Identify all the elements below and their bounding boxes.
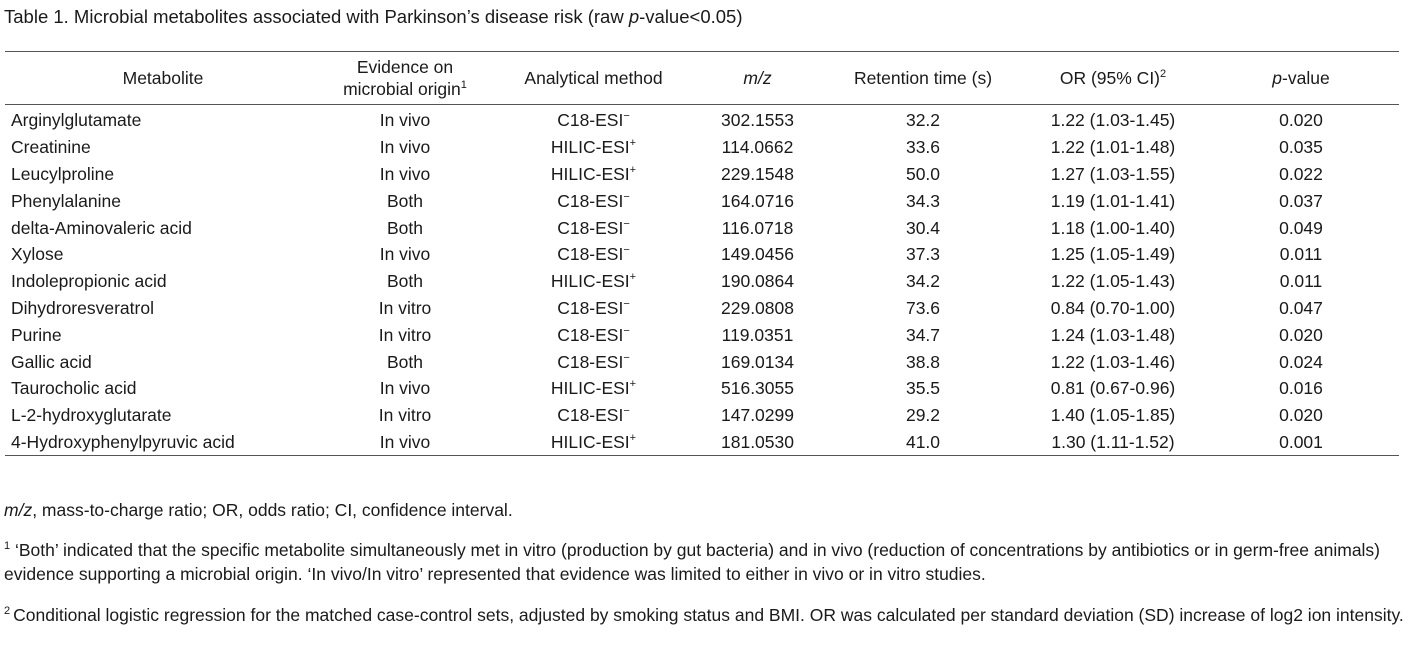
cell-retention-time: 30.4 bbox=[905, 217, 941, 238]
cell-retention-time: 34.7 bbox=[905, 324, 941, 345]
cell-or: 1.18 (1.00-1.40) bbox=[1050, 217, 1176, 238]
abbrev-mz: m/z bbox=[4, 500, 33, 520]
ion-mode-marker: − bbox=[623, 351, 630, 364]
ion-mode-marker: − bbox=[623, 190, 630, 203]
cell-retention-time: 33.6 bbox=[905, 137, 941, 158]
method-label: C18-ESI bbox=[557, 297, 624, 318]
cell-or: 1.27 (1.03-1.55) bbox=[1050, 163, 1176, 184]
cell-method bbox=[495, 295, 692, 322]
table-row bbox=[5, 268, 1399, 295]
cell-or: 1.19 (1.01-1.41) bbox=[1050, 190, 1176, 211]
cell-retention-time: 34.3 bbox=[905, 190, 941, 211]
method-label: HILIC-ESI bbox=[550, 431, 630, 452]
ion-mode-marker: − bbox=[623, 110, 630, 123]
header-retention-time: Retention time (s) bbox=[853, 68, 993, 88]
footnote-ref-2: 2 bbox=[1160, 68, 1167, 81]
ion-mode-marker: + bbox=[629, 137, 637, 150]
cell-method bbox=[495, 375, 692, 402]
cell-metabolite: Purine bbox=[11, 324, 62, 345]
cell-method bbox=[495, 402, 692, 429]
cell-evidence: Both bbox=[387, 217, 423, 238]
method-label: C18-ESI bbox=[557, 405, 624, 426]
cell-p-value: 0.011 bbox=[1279, 271, 1323, 292]
cell-metabolite: Xylose bbox=[11, 244, 64, 265]
ion-mode-marker: − bbox=[623, 324, 630, 337]
cell-mz: 147.0299 bbox=[721, 405, 794, 426]
cell-or: 0.84 (0.70-1.00) bbox=[1050, 297, 1176, 318]
footnote-1-marker: 1 bbox=[4, 540, 11, 553]
cell-or: 0.81 (0.67-0.96) bbox=[1050, 378, 1176, 399]
table-header bbox=[5, 52, 1399, 105]
method-label: HILIC-ESI bbox=[550, 271, 630, 292]
cell-method bbox=[495, 214, 692, 241]
ion-mode-marker: − bbox=[623, 405, 630, 418]
cell-metabolite: Indolepropionic acid bbox=[11, 271, 167, 292]
cell-retention-time: 41.0 bbox=[905, 431, 941, 452]
table-row bbox=[5, 105, 1399, 134]
method-label: C18-ESI bbox=[557, 351, 624, 372]
cell-mz: 169.0134 bbox=[721, 351, 794, 372]
cell-metabolite: Taurocholic acid bbox=[11, 378, 137, 399]
cell-mz: 516.3055 bbox=[721, 378, 794, 399]
cell-metabolite: Gallic acid bbox=[11, 351, 92, 372]
table-row bbox=[5, 429, 1399, 456]
cell-or: 1.24 (1.03-1.48) bbox=[1050, 324, 1176, 345]
cell-metabolite: delta-Aminovaleric acid bbox=[11, 217, 192, 238]
cell-metabolite: Dihydroresveratrol bbox=[11, 297, 154, 318]
caption-italic-p: p bbox=[628, 6, 640, 27]
method-label: HILIC-ESI bbox=[550, 378, 630, 399]
abbreviations-note bbox=[4, 498, 513, 522]
cell-retention-time: 29.2 bbox=[905, 405, 941, 426]
footnote-2 bbox=[4, 603, 1409, 627]
footnote-1-text: ‘Both’ indicated that the specific metabolite simultaneously met in vitro (production by gut bacteria) and in vivo (reduction of concentrations by antibiotics or in germ-free animals) evidence supporting a microbial origin. ‘In vivo/In vitro’ represented that evidence was limited to either in vivo or in vitro studies. bbox=[4, 540, 1381, 584]
cell-evidence: In vivo bbox=[379, 244, 431, 265]
table-row bbox=[5, 134, 1399, 161]
cell-mz: 181.0530 bbox=[721, 431, 794, 452]
cell-retention-time: 38.8 bbox=[905, 351, 941, 372]
header-p-italic: p bbox=[1272, 68, 1283, 88]
cell-retention-time: 34.2 bbox=[905, 271, 941, 292]
table-row bbox=[5, 321, 1399, 348]
cell-method bbox=[495, 187, 692, 214]
cell-metabolite: Leucylproline bbox=[11, 163, 115, 184]
table-body bbox=[5, 105, 1399, 456]
cell-mz: 119.0351 bbox=[721, 324, 794, 345]
footnote-1 bbox=[4, 538, 1409, 586]
cell-metabolite: 4-Hydroxyphenylpyruvic acid bbox=[11, 431, 235, 452]
cell-method bbox=[495, 105, 692, 134]
cell-retention-time: 35.5 bbox=[905, 378, 941, 399]
cell-p-value: 0.022 bbox=[1279, 163, 1323, 184]
cell-retention-time: 73.6 bbox=[905, 297, 941, 318]
cell-p-value: 0.020 bbox=[1279, 324, 1323, 345]
cell-evidence: In vitro bbox=[378, 324, 432, 345]
cell-evidence: In vivo bbox=[379, 163, 431, 184]
cell-p-value: 0.047 bbox=[1279, 297, 1323, 318]
cell-evidence: Both bbox=[387, 190, 423, 211]
header-metabolite: Metabolite bbox=[122, 68, 204, 88]
cell-retention-time: 32.2 bbox=[905, 110, 941, 131]
ion-mode-marker: + bbox=[629, 271, 637, 284]
cell-mz: 116.0718 bbox=[721, 217, 794, 238]
table-row bbox=[5, 214, 1399, 241]
header-or bbox=[1023, 52, 1203, 105]
cell-evidence: In vivo bbox=[379, 137, 431, 158]
cell-or: 1.22 (1.01-1.48) bbox=[1050, 137, 1176, 158]
header-p-suffix: -value bbox=[1282, 68, 1330, 88]
cell-retention-time: 37.3 bbox=[905, 244, 941, 265]
cell-method bbox=[495, 161, 692, 188]
cell-p-value: 0.016 bbox=[1279, 378, 1323, 399]
cell-p-value: 0.024 bbox=[1279, 351, 1323, 372]
table-row bbox=[5, 375, 1399, 402]
table-row bbox=[5, 187, 1399, 214]
ion-mode-marker: + bbox=[629, 164, 637, 177]
cell-mz: 149.0456 bbox=[721, 244, 794, 265]
cell-evidence: In vivo bbox=[379, 110, 431, 131]
cell-mz: 229.1548 bbox=[721, 163, 794, 184]
table-row bbox=[5, 241, 1399, 268]
cell-mz: 190.0864 bbox=[721, 271, 794, 292]
abbrev-text: , mass-to-charge ratio; OR, odds ratio; CI, confidence interval. bbox=[32, 500, 513, 520]
cell-method bbox=[495, 241, 692, 268]
cell-evidence: Both bbox=[387, 271, 423, 292]
method-label: HILIC-ESI bbox=[550, 163, 630, 184]
cell-or: 1.40 (1.05-1.85) bbox=[1050, 405, 1176, 426]
cell-mz: 164.0716 bbox=[721, 190, 794, 211]
cell-metabolite: Arginylglutamate bbox=[11, 110, 142, 131]
cell-p-value: 0.011 bbox=[1279, 244, 1323, 265]
table-row bbox=[5, 161, 1399, 188]
header-row bbox=[5, 52, 1399, 105]
cell-p-value: 0.049 bbox=[1279, 217, 1323, 238]
cell-mz: 114.0662 bbox=[721, 137, 794, 158]
ion-mode-marker: − bbox=[623, 298, 630, 311]
cell-metabolite: Phenylalanine bbox=[11, 190, 121, 211]
cell-or: 1.22 (1.05-1.43) bbox=[1050, 271, 1176, 292]
footnote-2-marker: 2 bbox=[4, 605, 11, 618]
metabolite-table bbox=[5, 51, 1399, 456]
table-caption bbox=[4, 5, 742, 29]
cell-p-value: 0.020 bbox=[1279, 110, 1323, 131]
cell-p-value: 0.001 bbox=[1279, 431, 1323, 452]
method-label: HILIC-ESI bbox=[550, 137, 630, 158]
cell-or: 1.22 (1.03-1.45) bbox=[1050, 110, 1176, 131]
cell-mz: 302.1553 bbox=[721, 110, 794, 131]
cell-or: 1.30 (1.11-1.52) bbox=[1051, 431, 1175, 452]
caption-prefix: Table 1. Microbial metabolites associated with Parkinson’s disease risk (raw bbox=[4, 6, 629, 27]
header-p-value bbox=[1203, 52, 1399, 105]
cell-method bbox=[495, 348, 692, 375]
cell-method bbox=[495, 429, 692, 456]
header-method: Analytical method bbox=[524, 68, 663, 88]
cell-evidence: In vivo bbox=[379, 378, 431, 399]
cell-evidence: In vivo bbox=[379, 431, 431, 452]
method-label: C18-ESI bbox=[557, 217, 624, 238]
ion-mode-marker: − bbox=[623, 217, 630, 230]
cell-evidence: Both bbox=[387, 351, 423, 372]
cell-p-value: 0.020 bbox=[1279, 405, 1323, 426]
method-label: C18-ESI bbox=[557, 110, 624, 131]
method-label: C18-ESI bbox=[557, 244, 624, 265]
method-label: C18-ESI bbox=[557, 324, 624, 345]
footnote-2-text: Conditional logistic regression for the matched case-control sets, adjusted by smoking status and BMI. OR was calculated per standard deviation (SD) increase of log2 ion intensity. bbox=[13, 605, 1404, 625]
cell-evidence: In vitro bbox=[378, 405, 432, 426]
table-row bbox=[5, 295, 1399, 322]
cell-p-value: 0.035 bbox=[1279, 137, 1323, 158]
cell-metabolite: Creatinine bbox=[11, 137, 91, 158]
header-evidence-line1: Evidence on bbox=[356, 57, 454, 77]
table-row bbox=[5, 402, 1399, 429]
header-mz: m/z bbox=[743, 68, 772, 88]
ion-mode-marker: + bbox=[629, 378, 637, 391]
header-evidence-line2: microbial origin bbox=[343, 79, 461, 99]
header-evidence bbox=[315, 52, 495, 105]
footnote-ref-1: 1 bbox=[460, 79, 467, 92]
cell-metabolite: L-2-hydroxyglutarate bbox=[11, 405, 172, 426]
cell-retention-time: 50.0 bbox=[905, 163, 941, 184]
header-or-label: OR (95% CI) bbox=[1059, 68, 1161, 88]
table-row bbox=[5, 348, 1399, 375]
cell-method bbox=[495, 134, 692, 161]
cell-mz: 229.0808 bbox=[721, 297, 794, 318]
cell-or: 1.22 (1.03-1.46) bbox=[1050, 351, 1176, 372]
cell-method bbox=[495, 321, 692, 348]
ion-mode-marker: + bbox=[629, 432, 637, 445]
cell-evidence: In vitro bbox=[378, 297, 432, 318]
cell-p-value: 0.037 bbox=[1279, 190, 1323, 211]
cell-or: 1.25 (1.05-1.49) bbox=[1050, 244, 1176, 265]
method-label: C18-ESI bbox=[557, 190, 624, 211]
cell-method bbox=[495, 268, 692, 295]
caption-suffix: -value<0.05) bbox=[639, 6, 743, 27]
ion-mode-marker: − bbox=[623, 244, 630, 257]
